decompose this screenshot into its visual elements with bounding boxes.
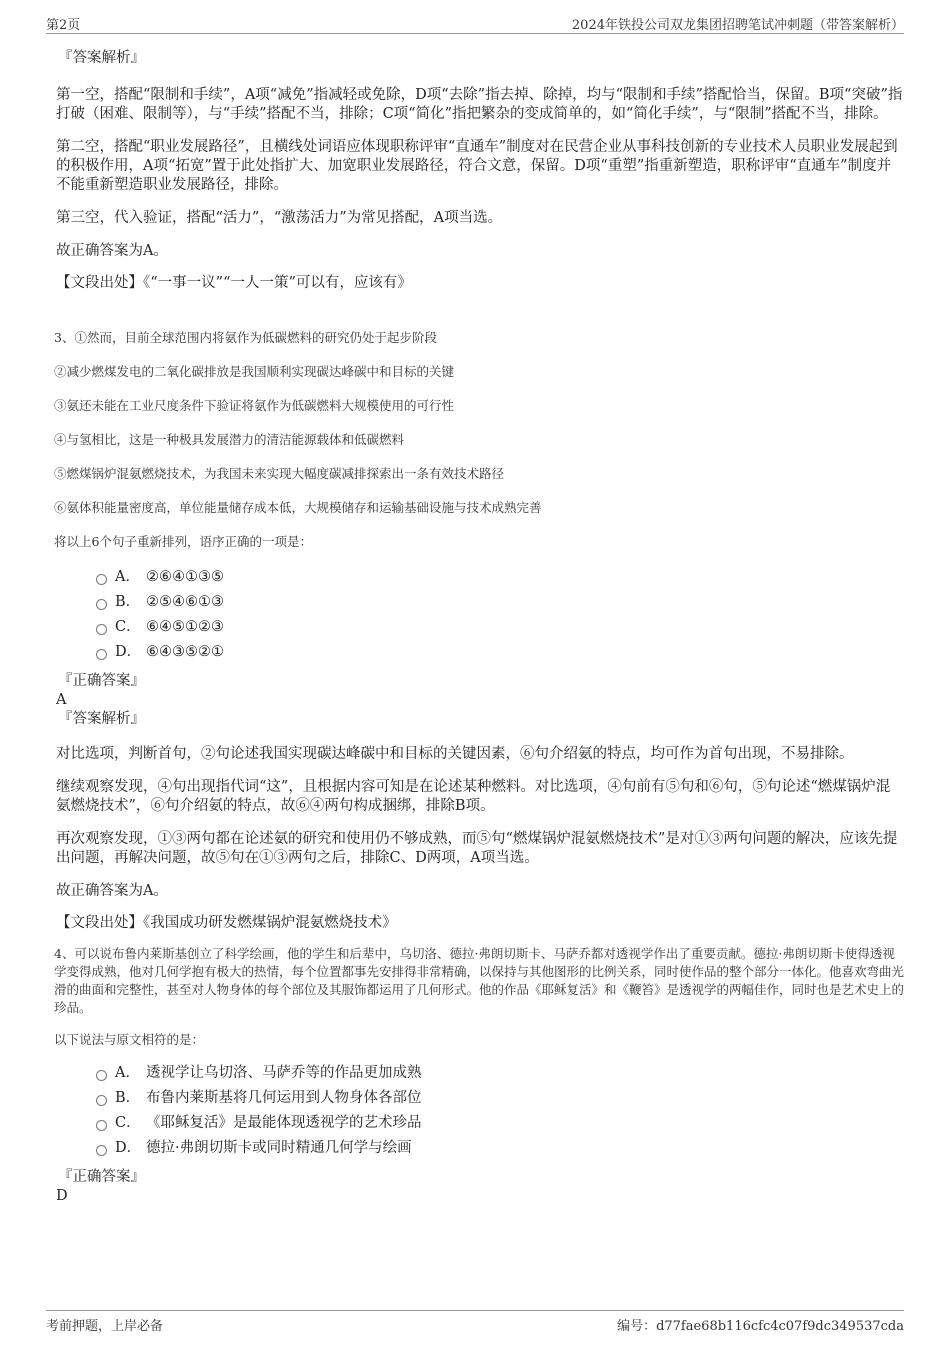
radio-button-icon[interactable] — [96, 1120, 107, 1131]
document-id: 编号：d77fae68b116cfc4c07f9dc349537cda — [617, 1319, 904, 1334]
option-text: ⑥④③⑤②① — [146, 644, 224, 660]
q2-analysis-para-2: 第二空，搭配“职业发展路径”，且横线处词语应体现职称评审“直通车”制度对在民营企业从事科技创新的专业技术人员职业发展起到的积极作用，A项“拓宽”置于此处指扩大、加宽职业发展路径，符合文意，保留。D项“重塑”指重新塑造，职称评审“直通车”制度并不能重新塑造职业发展路径，排除。 — [56, 139, 898, 193]
radio-button-icon[interactable] — [96, 649, 107, 660]
option-letter: B． — [115, 1090, 141, 1106]
q3-sentence-5: ⑤燃煤锅炉混氨燃烧技术，为我国未来实现大幅度碳减排探索出一条有效技术路径 — [54, 466, 505, 481]
q3-source: 【文段出处】《我国成功研发燃煤锅炉混氨燃烧技术》 — [56, 915, 397, 931]
q3-answer-value: A — [56, 692, 67, 708]
option-text: ②⑥④①③⑤ — [146, 569, 224, 585]
q3-sentence-4: ④与氢相比，这是一种极具发展潜力的清洁能源载体和低碳燃料 — [54, 432, 405, 447]
q4-option-c[interactable] — [96, 1111, 904, 1136]
q3-analysis-para-2: 继续观察发现，④句出现指代词“这”，且根据内容可知是在论述某种燃料。对比选项，④句前有⑤句和⑥句，⑤句论述“燃煤锅炉混氨燃烧技术”，⑥句介绍氨的特点，故⑥④两句构成捆绑，排除B项。 — [56, 779, 891, 814]
q3-option-a[interactable] — [96, 565, 904, 590]
q2-analysis-para-1: 第一空，搭配“限制和手续”，A项“减免”指减轻或免除，D项“去除”指去掉、除掉，均与“限制和手续”搭配恰当，保留。B项“突破”指打破（困难、限制等），与“手续”搭配不当，排除；C项“简化”指把繁杂的变成简单的，如“简化手续”，与“限制”搭配不当，排除。 — [56, 87, 903, 122]
q3-analysis-para-3: 再次观察发现，①③两句都在论述氨的研究和使用仍不够成熟，而⑤句“燃煤锅炉混氨燃烧技术”是对①③两句问题的解决，应该先提出问题，再解决问题，故⑤句在①③两句之后，排除C、D两项，A项当选。 — [56, 831, 898, 866]
q4-option-d[interactable] — [96, 1136, 904, 1161]
option-text: 布鲁内莱斯基将几何运用到人物身体各部位 — [146, 1090, 422, 1106]
q4-prompt: 以下说法与原文相符的是： — [54, 1032, 205, 1047]
q3-option-c[interactable] — [96, 615, 904, 640]
q4-stem: 4、可以说布鲁内莱斯基创立了科学绘画，他的学生和后辈中，乌切洛、德拉·弗朗切斯卡、马萨乔都对透视学作出了重要贡献。德拉·弗朗切斯卡使得透视学变得成熟，他对几何学抱有极大的热情，每个位置都事先安排得非常精确，以保持与其他图形的比例关系，同时使作品的整个部分一体化。他喜欢弯曲光滑的曲面和完整性，甚至对人物身体的每个部位及其服饰都运用了几何形式。他的作品《耶稣复活》和《鞭笞》是透视学的两幅佳作，同时也是艺术史上的珍品。 — [54, 946, 905, 1015]
q2-analysis-label: 『答案解析』 — [58, 50, 145, 66]
q3-sentence-2: ②减少燃煤发电的二氧化碳排放是我国顺利实现碳达峰碳中和目标的关键 — [54, 364, 455, 379]
q4-options — [96, 1061, 904, 1161]
radio-button-icon[interactable] — [96, 1070, 107, 1081]
option-text: 德拉·弗朗切斯卡或同时精通几何学与绘画 — [146, 1140, 412, 1156]
option-letter: D． — [115, 644, 142, 660]
option-text: 《耶稣复活》是最能体现透视学的艺术珍品 — [146, 1115, 422, 1131]
q3-options — [96, 565, 904, 665]
radio-button-icon[interactable] — [96, 574, 107, 585]
page-number: 第2页 — [46, 18, 81, 33]
q2-analysis-para-3: 第三空，代入验证，搭配“活力”，“激荡活力”为常见搭配，A项当选。 — [56, 210, 503, 226]
option-letter: C． — [115, 1115, 141, 1131]
radio-button-icon[interactable] — [96, 1095, 107, 1106]
page-header — [46, 12, 904, 34]
option-letter: A． — [115, 1065, 140, 1081]
q2-final-answer: 故正确答案为A。 — [56, 243, 168, 259]
radio-button-icon[interactable] — [96, 624, 107, 635]
q3-answer-label: 『正确答案』 — [58, 673, 145, 689]
radio-button-icon[interactable] — [96, 1145, 107, 1156]
footer-slogan: 考前押题，上岸必备 — [46, 1319, 164, 1334]
option-text: 透视学让乌切洛、马萨乔等的作品更加成熟 — [146, 1065, 422, 1081]
q3-analysis-para-1: 对比选项，判断首句，②句论述我国实现碳达峰碳中和目标的关键因素，⑥句介绍氨的特点，均可作为首句出现，不易排除。 — [56, 746, 854, 762]
option-letter: D． — [115, 1140, 142, 1156]
option-text: ⑥④⑤①②③ — [146, 619, 224, 635]
q4-answer-label: 『正确答案』 — [58, 1169, 145, 1185]
q3-final-answer: 故正确答案为A。 — [56, 883, 168, 899]
q4-option-b[interactable] — [96, 1086, 904, 1111]
q3-sentence-6: ⑥氨体积能量密度高，单位能量储存成本低，大规模储存和运输基础设施与技术成熟完善 — [54, 500, 542, 515]
document-title: 2024年铁投公司双龙集团招聘笔试冲刺题（带答案解析） — [571, 18, 904, 33]
q3-option-b[interactable] — [96, 590, 904, 615]
page-content — [56, 44, 904, 1205]
q4-answer-value: D — [56, 1188, 68, 1204]
q2-source: 【文段出处】《“一事一议”“一人一策”可以有，应该有》 — [56, 275, 412, 291]
page-footer — [46, 1310, 904, 1334]
option-letter: A． — [115, 569, 140, 585]
option-letter: B． — [115, 594, 141, 610]
option-letter: C． — [115, 619, 141, 635]
q3-analysis-label: 『答案解析』 — [58, 711, 145, 727]
q3-option-d[interactable] — [96, 640, 904, 665]
q4-option-a[interactable] — [96, 1061, 904, 1086]
q3-sentence-3: ③氨还未能在工业尺度条件下验证将氨作为低碳燃料大规模使用的可行性 — [54, 398, 455, 413]
q3-sentence-1: 3、①然而，目前全球范围内将氨作为低碳燃料的研究仍处于起步阶段 — [54, 330, 437, 345]
q3-prompt: 将以上6个句子重新排列，语序正确的一项是： — [54, 534, 312, 549]
radio-button-icon[interactable] — [96, 599, 107, 610]
option-text: ②⑤④⑥①③ — [146, 594, 224, 610]
